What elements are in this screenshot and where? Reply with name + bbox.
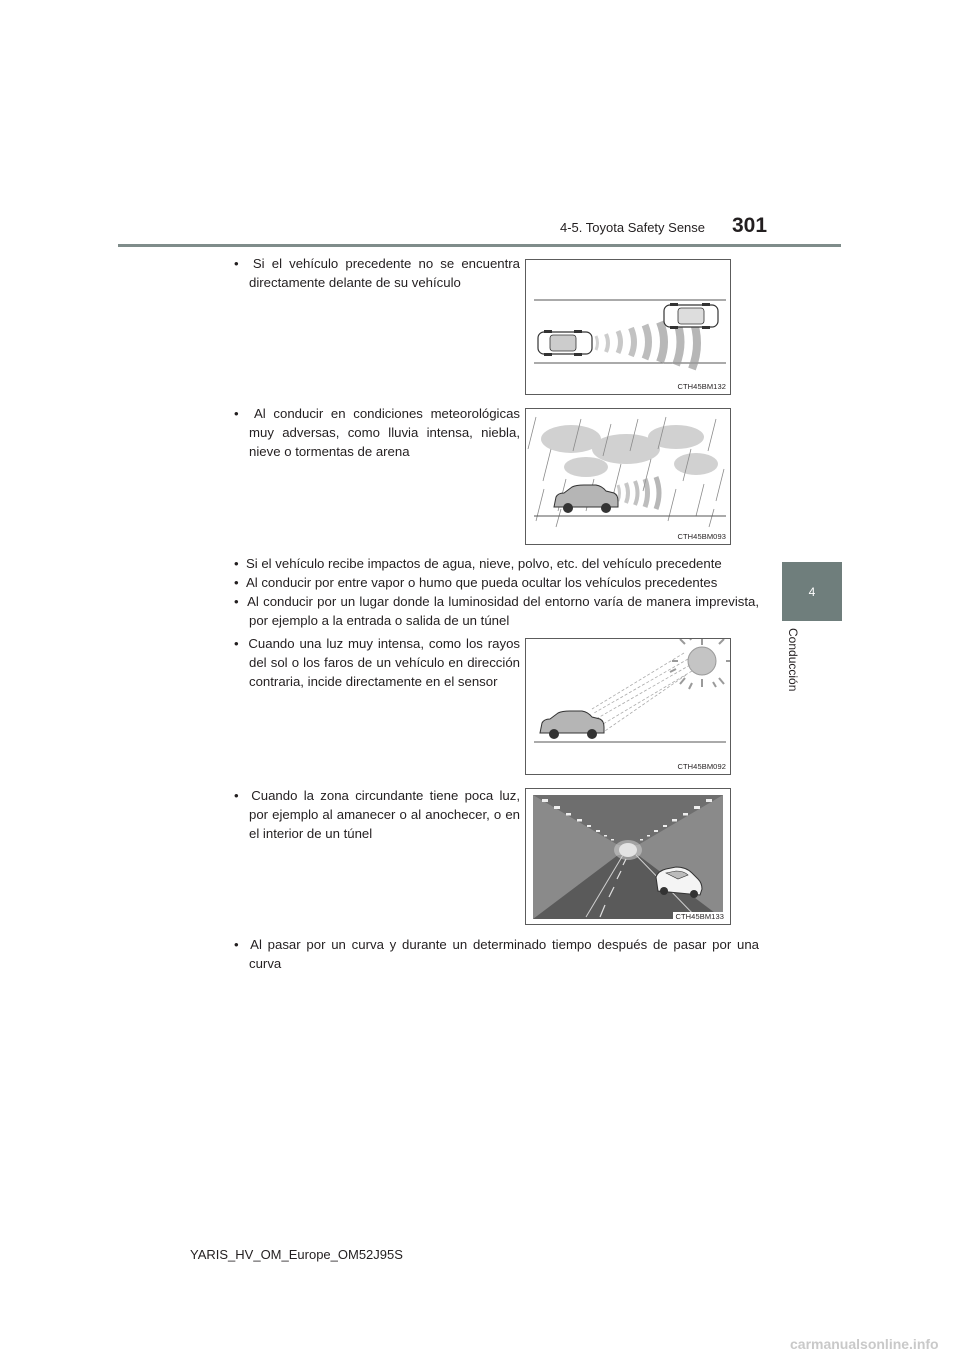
bullet-glyph: • [234,556,239,571]
bullet-glyph: • [234,594,239,609]
bullet-glyph: • [234,256,239,271]
item-text: Si el vehículo recibe impactos de agua, nieve, polvo, etc. del vehículo precedente [245,556,722,571]
list-item [234,254,520,292]
item-text: Cuando una luz muy intensa, como los rayos del sol o los faros de un vehículo en dirección contraria, incide directamente en el sensor [248,636,520,690]
car-icon [540,711,604,739]
list-item [234,634,520,692]
bullet-glyph: • [234,406,239,421]
ego-car-icon [538,330,592,356]
bullet-glyph: • [234,636,239,651]
chapter-tab [782,562,842,621]
figure-code: CTH45BM093 [677,532,726,541]
section-title: 4-5. Toyota Safety Sense [560,220,706,235]
list-item [234,554,759,573]
figure-bright-light [525,638,731,775]
item-text: Al pasar por un curva y durante un determinado tiempo después de pasar por una curva [249,937,759,972]
list-item [234,786,520,844]
list-item [234,592,759,630]
figure-tunnel-illustration [526,789,730,924]
figure-offset-vehicle [525,259,731,395]
chapter-title-box [786,628,810,738]
page-number: 301 [732,214,768,237]
item-text: Cuando la zona circundante tiene poca luz, por ejemplo al amanecer o al anochecer, o en el interior de un túnel [249,788,520,842]
item-text: Al conducir por entre vapor o humo que pueda ocultar los vehículos precedentes [245,575,718,590]
document-footer: YARIS_HV_OM_Europe_OM52J95S [190,1247,403,1262]
item-text: Al conducir en condiciones meteorológicas muy adversas, como lluvia intensa, niebla, nieve o tormentas de arena [249,406,520,460]
preceding-car-icon [664,303,718,329]
figure-bright-light-illustration [526,639,730,774]
figure-bad-weather [525,408,731,545]
bullet-glyph: • [234,937,239,952]
figure-code: CTH45BM132 [677,382,726,391]
watermark: carmanualsonline.info [790,1336,939,1352]
chapter-number: 4 [808,584,816,599]
figure-code: CTH45BM133 [675,912,724,921]
item-text: Al conducir por un lugar donde la luminosidad del entorno varía de manera imprevista, por ejemplo a la entrada o salida de un túnel [247,594,759,629]
list-item [234,573,759,592]
figure-code: CTH45BM092 [677,762,726,771]
chapter-title: Conducción [786,628,800,692]
cloud-icon [541,425,718,477]
figure-bad-weather-illustration [526,409,730,544]
bullet-glyph: • [234,575,239,590]
header-rule [118,244,841,247]
list-item [234,935,759,973]
bullet-glyph: • [234,788,239,803]
item-text: Si el vehículo precedente no se encuentra directamente delante de su vehículo [249,256,520,291]
figure-tunnel [525,788,731,925]
figure-offset-vehicle-illustration [526,260,730,394]
list-item [234,404,520,462]
